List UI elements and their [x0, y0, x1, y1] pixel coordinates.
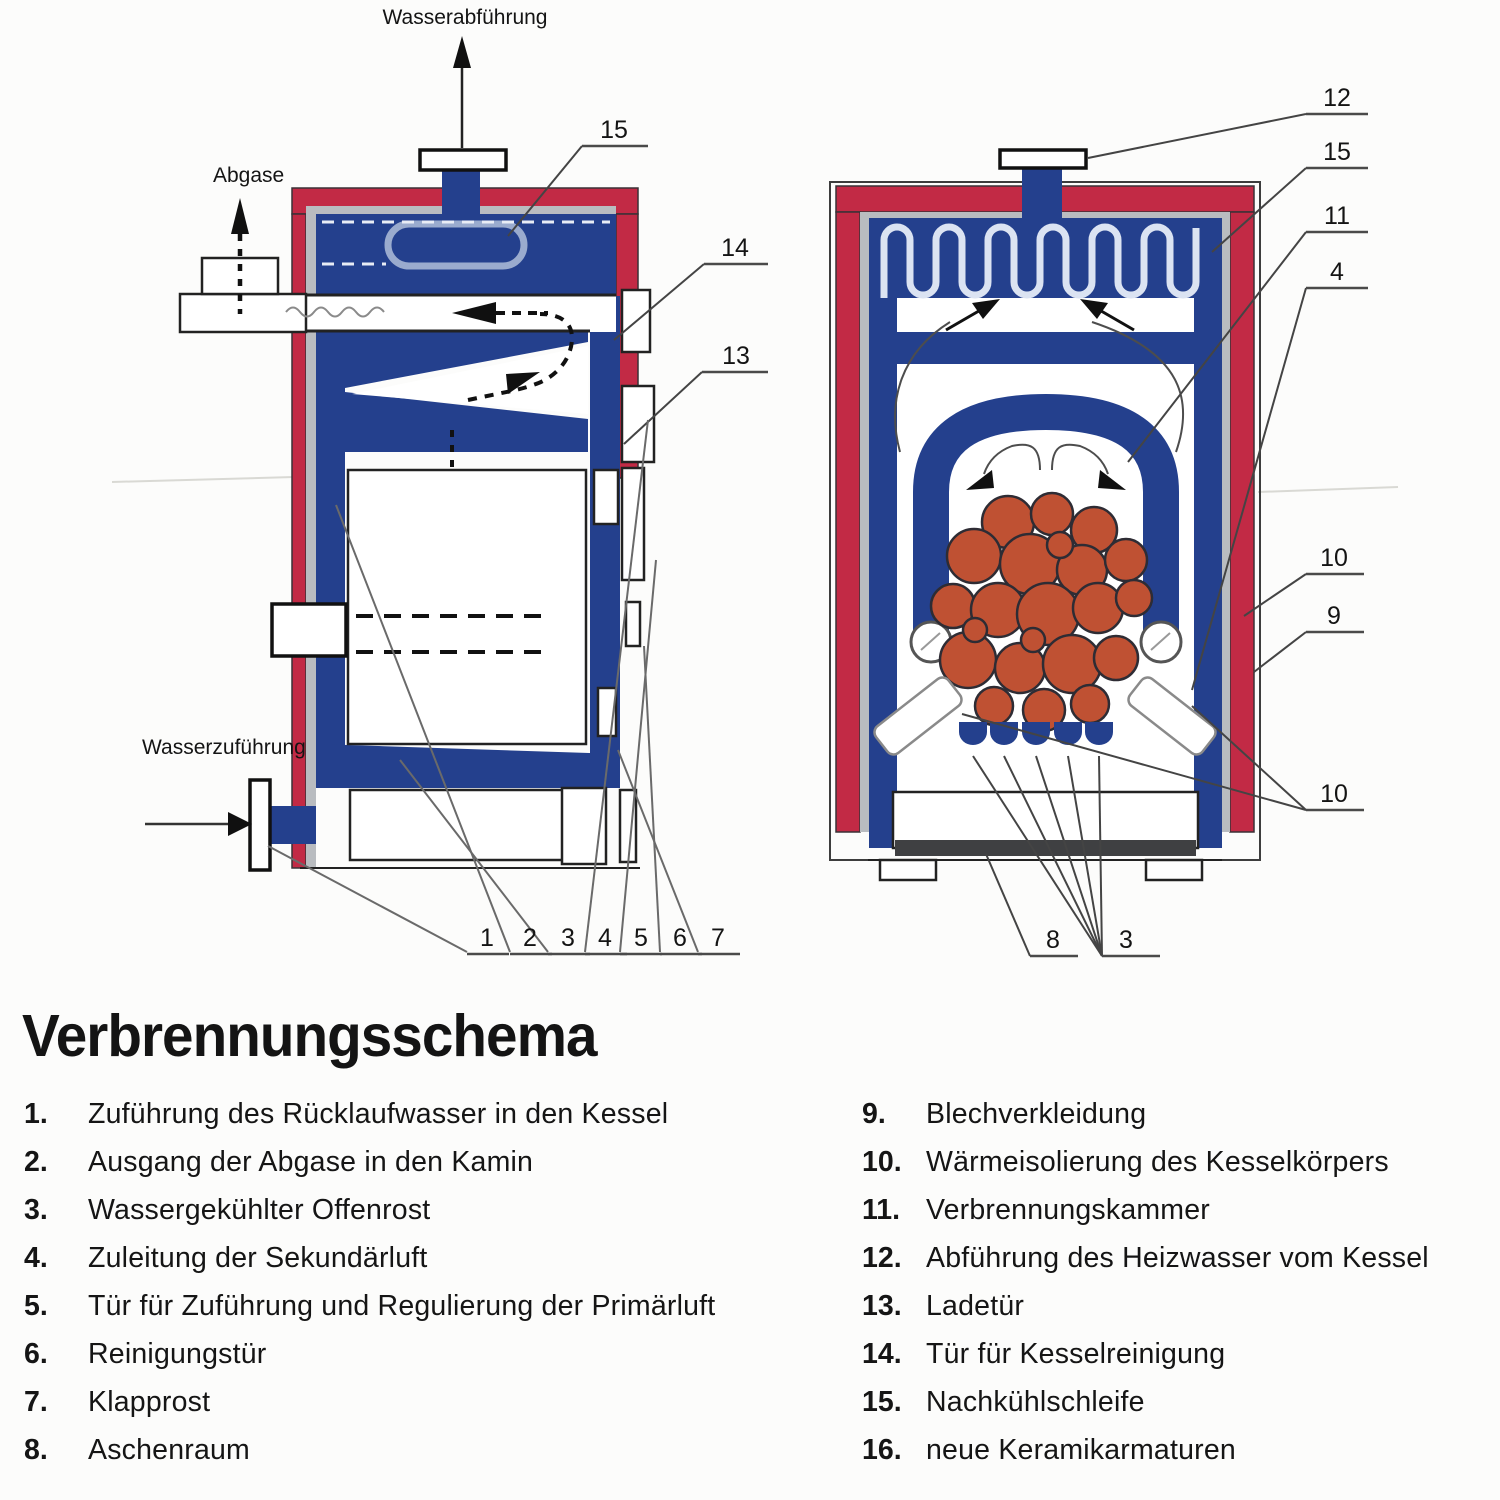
legend-item-text: Ausgang der Abgase in den Kamin: [88, 1146, 534, 1178]
legend-item: [24, 1434, 834, 1482]
legend-item-text: Aschenraum: [88, 1434, 250, 1466]
legend-column-right: [862, 1098, 1487, 1482]
legend-item-number: 16.: [862, 1434, 902, 1466]
callout-9: 9: [1327, 602, 1341, 630]
water-inlet-port: [145, 780, 270, 870]
callout-3: 3: [561, 924, 575, 952]
legend-item-text: Reinigungstür: [88, 1338, 267, 1370]
legend-item-text: Abführung des Heizwasser vom Kessel: [926, 1242, 1429, 1274]
legend-item-number: 14.: [862, 1338, 902, 1370]
legend-item-number: 15.: [862, 1386, 902, 1418]
legend-item: [862, 1290, 1487, 1338]
legend-item-text: neue Keramikarmaturen: [926, 1434, 1236, 1466]
callout-4: 4: [598, 924, 612, 952]
legend-item-text: Tür für Kesselreinigung: [926, 1338, 1226, 1370]
callout-12: 12: [1323, 84, 1351, 112]
callout-14: 14: [721, 234, 749, 262]
legend-item-number: 4.: [24, 1242, 48, 1274]
callout-15-left: 15: [600, 116, 628, 144]
callout-4-right: 4: [1330, 258, 1344, 286]
left-side-door-box: [272, 604, 346, 656]
legend-item-number: 6.: [24, 1338, 48, 1370]
legend-item-number: 8.: [24, 1434, 48, 1466]
left-boiler-section: [142, 6, 768, 954]
callout-13: 13: [722, 342, 750, 370]
legend-item-number: 11.: [862, 1194, 901, 1226]
water-grate: [959, 722, 1113, 745]
legend-item-text: Zuführung des Rücklaufwasser in den Kessel: [88, 1098, 669, 1130]
callout-7: 7: [711, 924, 725, 952]
right-boiler-section: [830, 84, 1368, 956]
legend-item: [862, 1194, 1487, 1242]
legend-item-text: Blechverkleidung: [926, 1098, 1147, 1130]
legend-item: [24, 1338, 834, 1386]
legend-item: [24, 1290, 834, 1338]
callout-11: 11: [1324, 202, 1350, 230]
legend-item: [862, 1146, 1487, 1194]
water-out-label: Wasserabführung: [382, 6, 548, 29]
legend-item: [862, 1386, 1487, 1434]
legend-item-number: 3.: [24, 1194, 48, 1226]
heating-water-outlet-flange: [1000, 150, 1086, 168]
legend-item-text: Zuleitung der Sekundärluft: [88, 1242, 428, 1274]
callout-8: 8: [1046, 926, 1060, 954]
callout-6: 6: [673, 924, 687, 952]
legend-item: [24, 1194, 834, 1242]
legend-item-text: Nachkühlschleife: [926, 1386, 1145, 1418]
callout-1: 1: [480, 924, 494, 952]
callout-15-right: 15: [1323, 138, 1351, 166]
legend-item: [24, 1146, 834, 1194]
legend-item-number: 2.: [24, 1146, 48, 1178]
legend-item-number: 13.: [862, 1290, 902, 1322]
legend-item-text: Ladetür: [926, 1290, 1025, 1322]
legend-item-text: Verbrennungskammer: [926, 1194, 1210, 1226]
legend-item-number: 9.: [862, 1098, 886, 1130]
callout-10-lower: 10: [1320, 780, 1348, 808]
legend-item: [24, 1242, 834, 1290]
water-outlet-port: [420, 36, 506, 170]
legend-item: [862, 1242, 1487, 1290]
callout-2: 2: [523, 924, 537, 952]
callout-3-right: 3: [1119, 926, 1133, 954]
legend-item: [862, 1098, 1487, 1146]
legend-item: [24, 1386, 834, 1434]
legend-item-number: 7.: [24, 1386, 48, 1418]
callout-5: 5: [634, 924, 648, 952]
legend-item-number: 10.: [862, 1146, 902, 1178]
page-title: Verbrennungsschema: [22, 1003, 597, 1069]
flue-gas-label: Abgase: [213, 164, 285, 187]
legend-item-number: 1.: [24, 1098, 48, 1130]
water-in-label: Wasserzuführung: [142, 736, 306, 759]
legend-item-text: Wassergekühlter Offenrost: [88, 1194, 431, 1226]
legend-item-number: 12.: [862, 1242, 902, 1274]
legend-item: [862, 1338, 1487, 1386]
legend-item-text: Tür für Zuführung und Regulierung der Primärluft: [88, 1290, 716, 1322]
left-fuel-chamber: [348, 470, 586, 744]
legend-item-text: Klapprost: [88, 1386, 211, 1418]
legend-item: [24, 1098, 834, 1146]
legend-column-left: [24, 1098, 834, 1482]
legend-item-number: 5.: [24, 1290, 48, 1322]
legend-item: [862, 1434, 1487, 1482]
legend-item-text: Wärmeisolierung des Kesselkörpers: [926, 1146, 1389, 1178]
callout-10-upper: 10: [1320, 544, 1348, 572]
